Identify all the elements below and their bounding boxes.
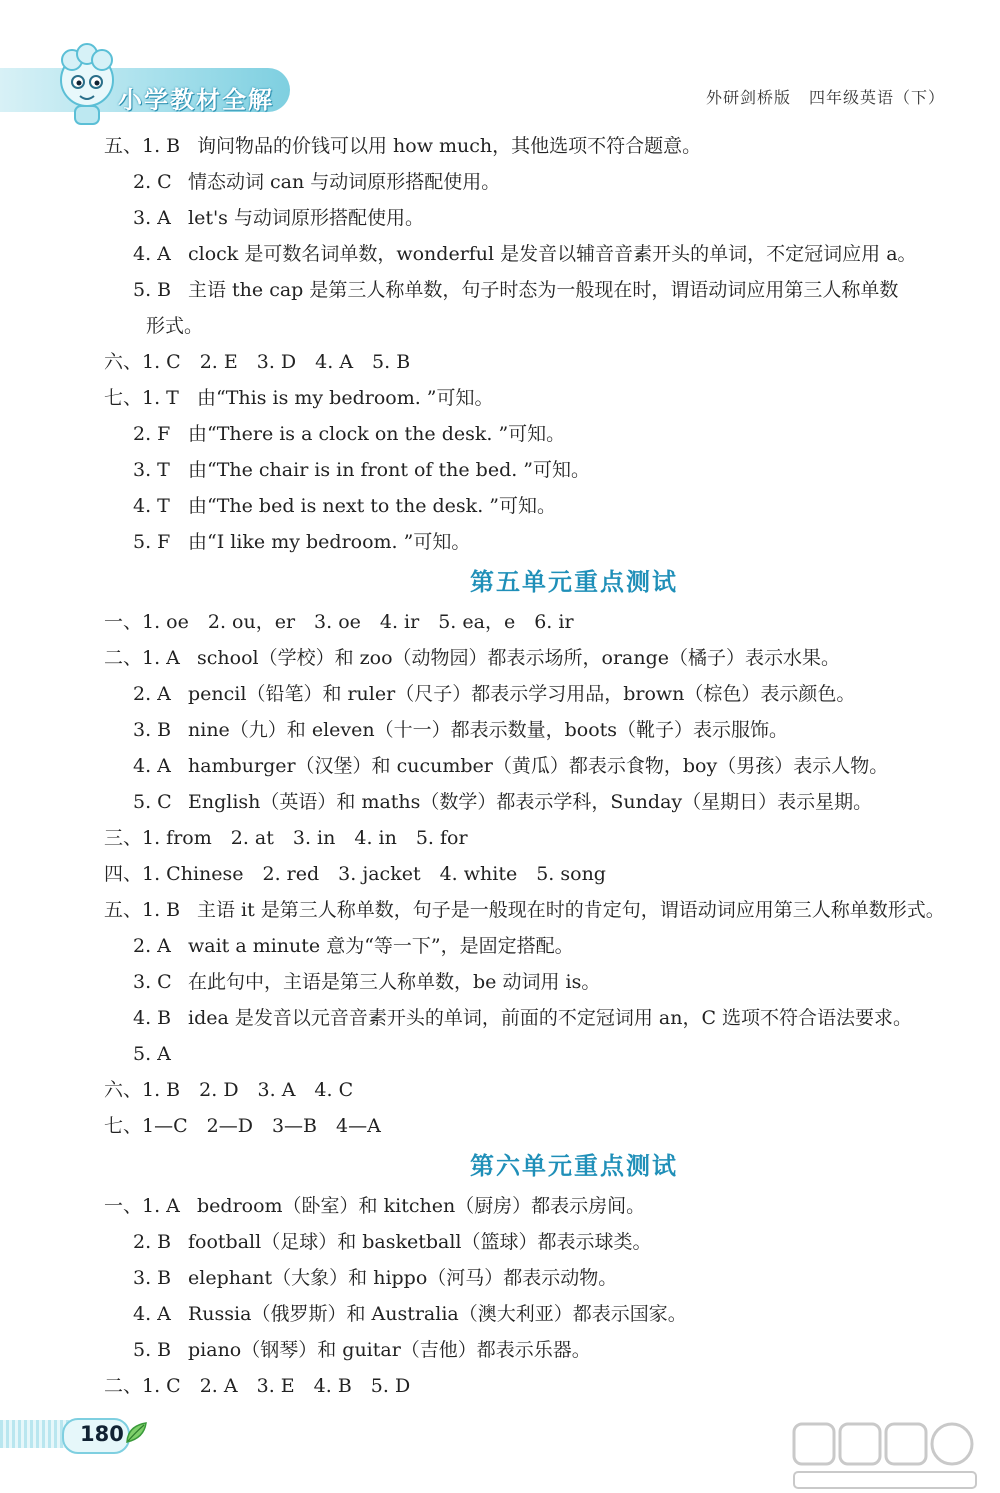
watermark-logo xyxy=(790,1420,980,1492)
answer-line: 四、1. Chinese 2. red 3. jacket 4. white 5. song xyxy=(104,863,606,885)
answer-line: 2. A wait a minute 意为“等一下”，是固定搭配。 xyxy=(133,935,574,957)
answer-line: 3. T 由“The chair is in front of the bed. ”可知。 xyxy=(133,459,591,481)
answer-line: 三、1. from 2. at 3. in 4. in 5. for xyxy=(104,827,468,849)
answer-line: 2. A pencil（铅笔）和 ruler（尺子）都表示学习用品，brown（棕色）表示颜色。 xyxy=(133,683,856,705)
leaf-icon xyxy=(124,1420,150,1444)
book-info xyxy=(688,85,945,108)
answer-line: 七、1—C 2—D 3—B 4—A xyxy=(104,1115,381,1137)
answer-line: 4. A Russia（俄罗斯）和 Australia（澳大利亚）都表示国家。 xyxy=(133,1303,687,1325)
answer-line: 5. B 主语 the cap 是第三人称单数，句子时态为一般现在时，谓语动词应用第三人称单数 xyxy=(133,279,899,301)
answer-line: 5. F 由“I like my bedroom. ”可知。 xyxy=(133,531,471,553)
answer-line: 5. C English（英语）和 maths（数学）都表示学科，Sunday（星期日）表示星期。 xyxy=(133,791,873,813)
answer-line: 5. A xyxy=(133,1043,171,1065)
footer-band xyxy=(0,1420,70,1448)
unit6-title: 第六单元重点测试 xyxy=(470,1152,678,1180)
answer-content xyxy=(104,128,964,1404)
page-number: 180 xyxy=(80,1422,124,1446)
answer-line-continuation: 形式。 xyxy=(146,315,204,337)
answer-line: 七、1. T 由“This is my bedroom. ”可知。 xyxy=(104,387,494,409)
answer-line: 3. B nine（九）和 eleven（十一）都表示数量，boots（靴子）表示服饰。 xyxy=(133,719,789,741)
answer-line: 六、1. C 2. E 3. D 4. A 5. B xyxy=(104,351,411,373)
answer-line: 4. T 由“The bed is next to the desk. ”可知。 xyxy=(133,495,556,517)
answer-line: 一、1. A bedroom（卧室）和 kitchen（厨房）都表示房间。 xyxy=(104,1195,646,1217)
answer-line: 二、1. A school（学校）和 zoo（动物园）都表示场所，orange（橘子）表示水果。 xyxy=(104,647,841,669)
page-header xyxy=(0,0,1000,130)
answer-line: 五、1. B 主语 it 是第三人称单数，句子是一般现在时的肯定句，谓语动词应用第三人称单数形式。 xyxy=(104,899,945,921)
answer-line: 2. C 情态动词 can 与动词原形搭配使用。 xyxy=(133,171,501,193)
answer-line: 一、1. oe 2. ou，er 3. oe 4. ir 5. ea，e 6. ir xyxy=(104,611,574,633)
answer-line: 五、1. B 询问物品的价钱可以用 how much，其他选项不符合题意。 xyxy=(104,135,702,157)
grade-label: 四年级英语（下） xyxy=(808,88,945,107)
brand-title: 小学教材全解 xyxy=(118,86,274,114)
answer-line: 4. A clock 是可数名词单数，wonderful 是发音以辅音音素开头的单词，不定冠词应用 a。 xyxy=(133,243,917,265)
answer-line: 2. B football（足球）和 basketball（篮球）都表示球类。 xyxy=(133,1231,652,1253)
answer-line: 3. B elephant（大象）和 hippo（河马）都表示动物。 xyxy=(133,1267,618,1289)
answer-line: 六、1. B 2. D 3. A 4. C xyxy=(104,1079,354,1101)
answer-line: 5. B piano（钢琴）和 guitar（吉他）都表示乐器。 xyxy=(133,1339,591,1361)
answer-line: 二、1. C 2. A 3. E 4. B 5. D xyxy=(104,1375,411,1397)
unit5-title: 第五单元重点测试 xyxy=(470,568,678,596)
answer-line: 4. B idea 是发音以元音音素开头的单词，前面的不定冠词用 an，C 选项不符合语法要求。 xyxy=(133,1007,913,1029)
edition-label: 外研剑桥版 xyxy=(705,88,791,107)
answer-line: 4. A hamburger（汉堡）和 cucumber（黄瓜）都表示食物，boy（男孩）表示人物。 xyxy=(133,755,889,777)
answer-line: 2. F 由“There is a clock on the desk. ”可知。 xyxy=(133,423,566,445)
answer-line: 3. A let's 与动词原形搭配使用。 xyxy=(133,207,424,229)
answer-line: 3. C 在此句中，主语是第三人称单数，be 动词用 is。 xyxy=(133,971,601,993)
